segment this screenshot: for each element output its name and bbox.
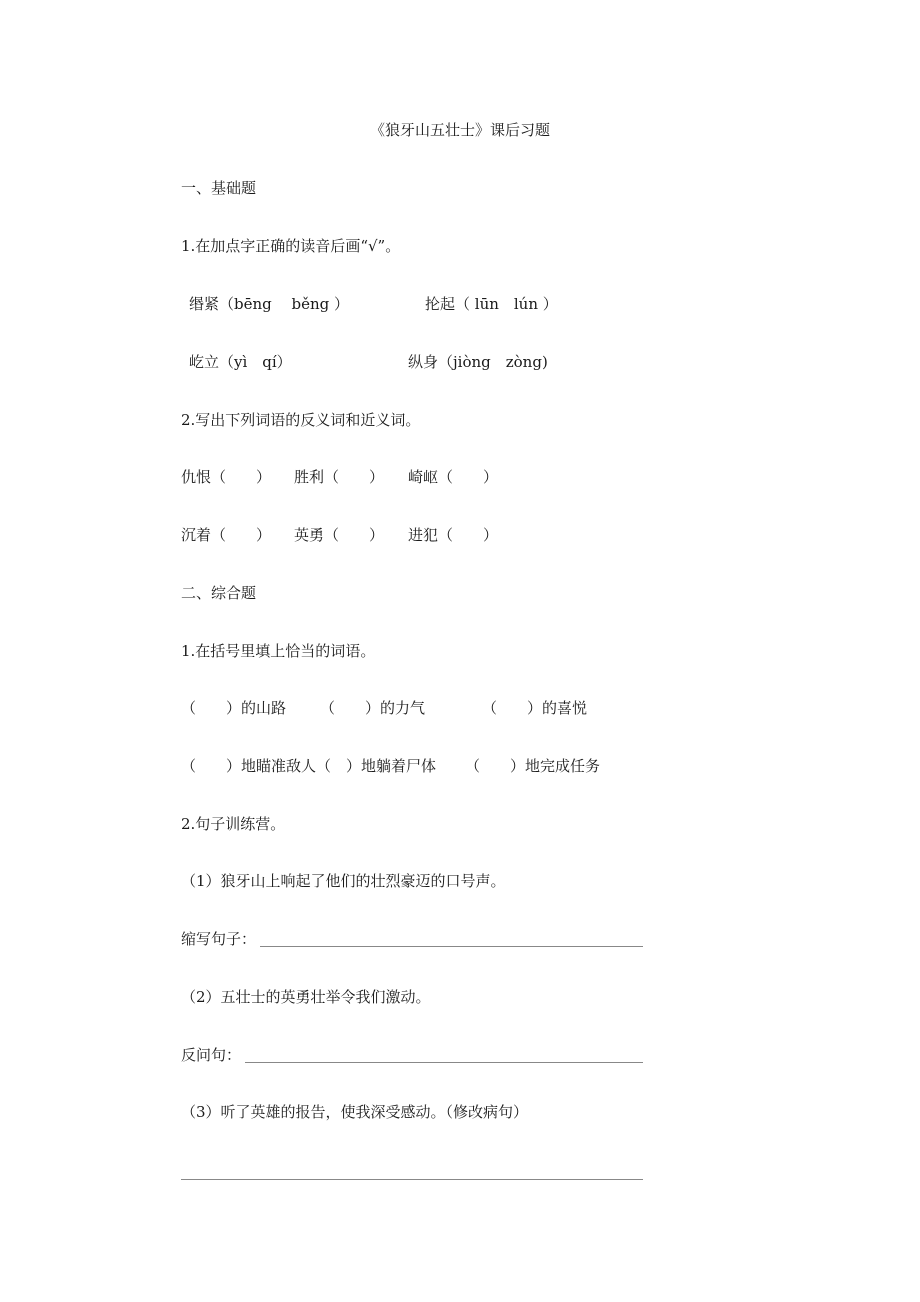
s1-q2-item: 进犯（ ） xyxy=(408,526,499,544)
s2-q1-item: （ ）地瞄准敌人（ ）地躺着尸体 xyxy=(181,757,437,775)
section2-heading: 二、综合题 xyxy=(181,584,257,602)
s2-q1-prompt: 1.在括号里填上恰当的词语。 xyxy=(181,642,376,660)
s2-q2-prompt: 2.句子训练营。 xyxy=(181,815,286,833)
s1-q1-item: 屹立（yì qí） xyxy=(189,353,292,371)
sentence-3: （3）听了英雄的报告，使我深受感动。（修改病句） xyxy=(181,1103,529,1121)
s1-q2-item: 胜利（ ） xyxy=(294,468,385,486)
s2-q1-item: （ ）的喜悦 xyxy=(482,699,588,717)
answer-line[interactable] xyxy=(260,946,643,947)
answer-line[interactable] xyxy=(245,1062,643,1063)
s1-q2-item: 沉着（ ） xyxy=(181,526,272,544)
s1-q2-item: 英勇（ ） xyxy=(294,526,385,544)
shorten-sentence-label: 缩写句子： xyxy=(181,930,257,948)
section1-heading: 一、基础题 xyxy=(181,179,257,197)
s1-q1-item: 纵身（jiòng zòng) xyxy=(408,353,548,371)
s1-q1-item: 抡起（ lūn lún ） xyxy=(425,295,558,313)
s1-q2-item: 崎岖（ ） xyxy=(408,468,499,486)
s1-q1-item: 缗紧（bēng běng ） xyxy=(189,295,350,313)
s1-q2-prompt: 2.写出下列词语的反义词和近义词。 xyxy=(181,411,421,429)
s1-q2-item: 仇恨（ ） xyxy=(181,468,272,486)
s2-q1-item: （ ）地完成任务 xyxy=(465,757,601,775)
rhetorical-question-label: 反问句： xyxy=(181,1046,242,1064)
s2-q1-item: （ ）的山路 xyxy=(181,699,287,717)
page-title: 《狼牙山五壮士》课后习题 xyxy=(369,121,550,139)
s2-q1-item: （ ）的力气 xyxy=(320,699,426,717)
sentence-2: （2）五壮士的英勇壮举令我们激动。 xyxy=(181,988,431,1006)
answer-line[interactable] xyxy=(181,1179,643,1180)
sentence-1: （1）狼牙山上响起了他们的壮烈豪迈的口号声。 xyxy=(181,872,506,890)
s1-q1-prompt: 1.在加点字正确的读音后画“√”。 xyxy=(181,237,401,255)
